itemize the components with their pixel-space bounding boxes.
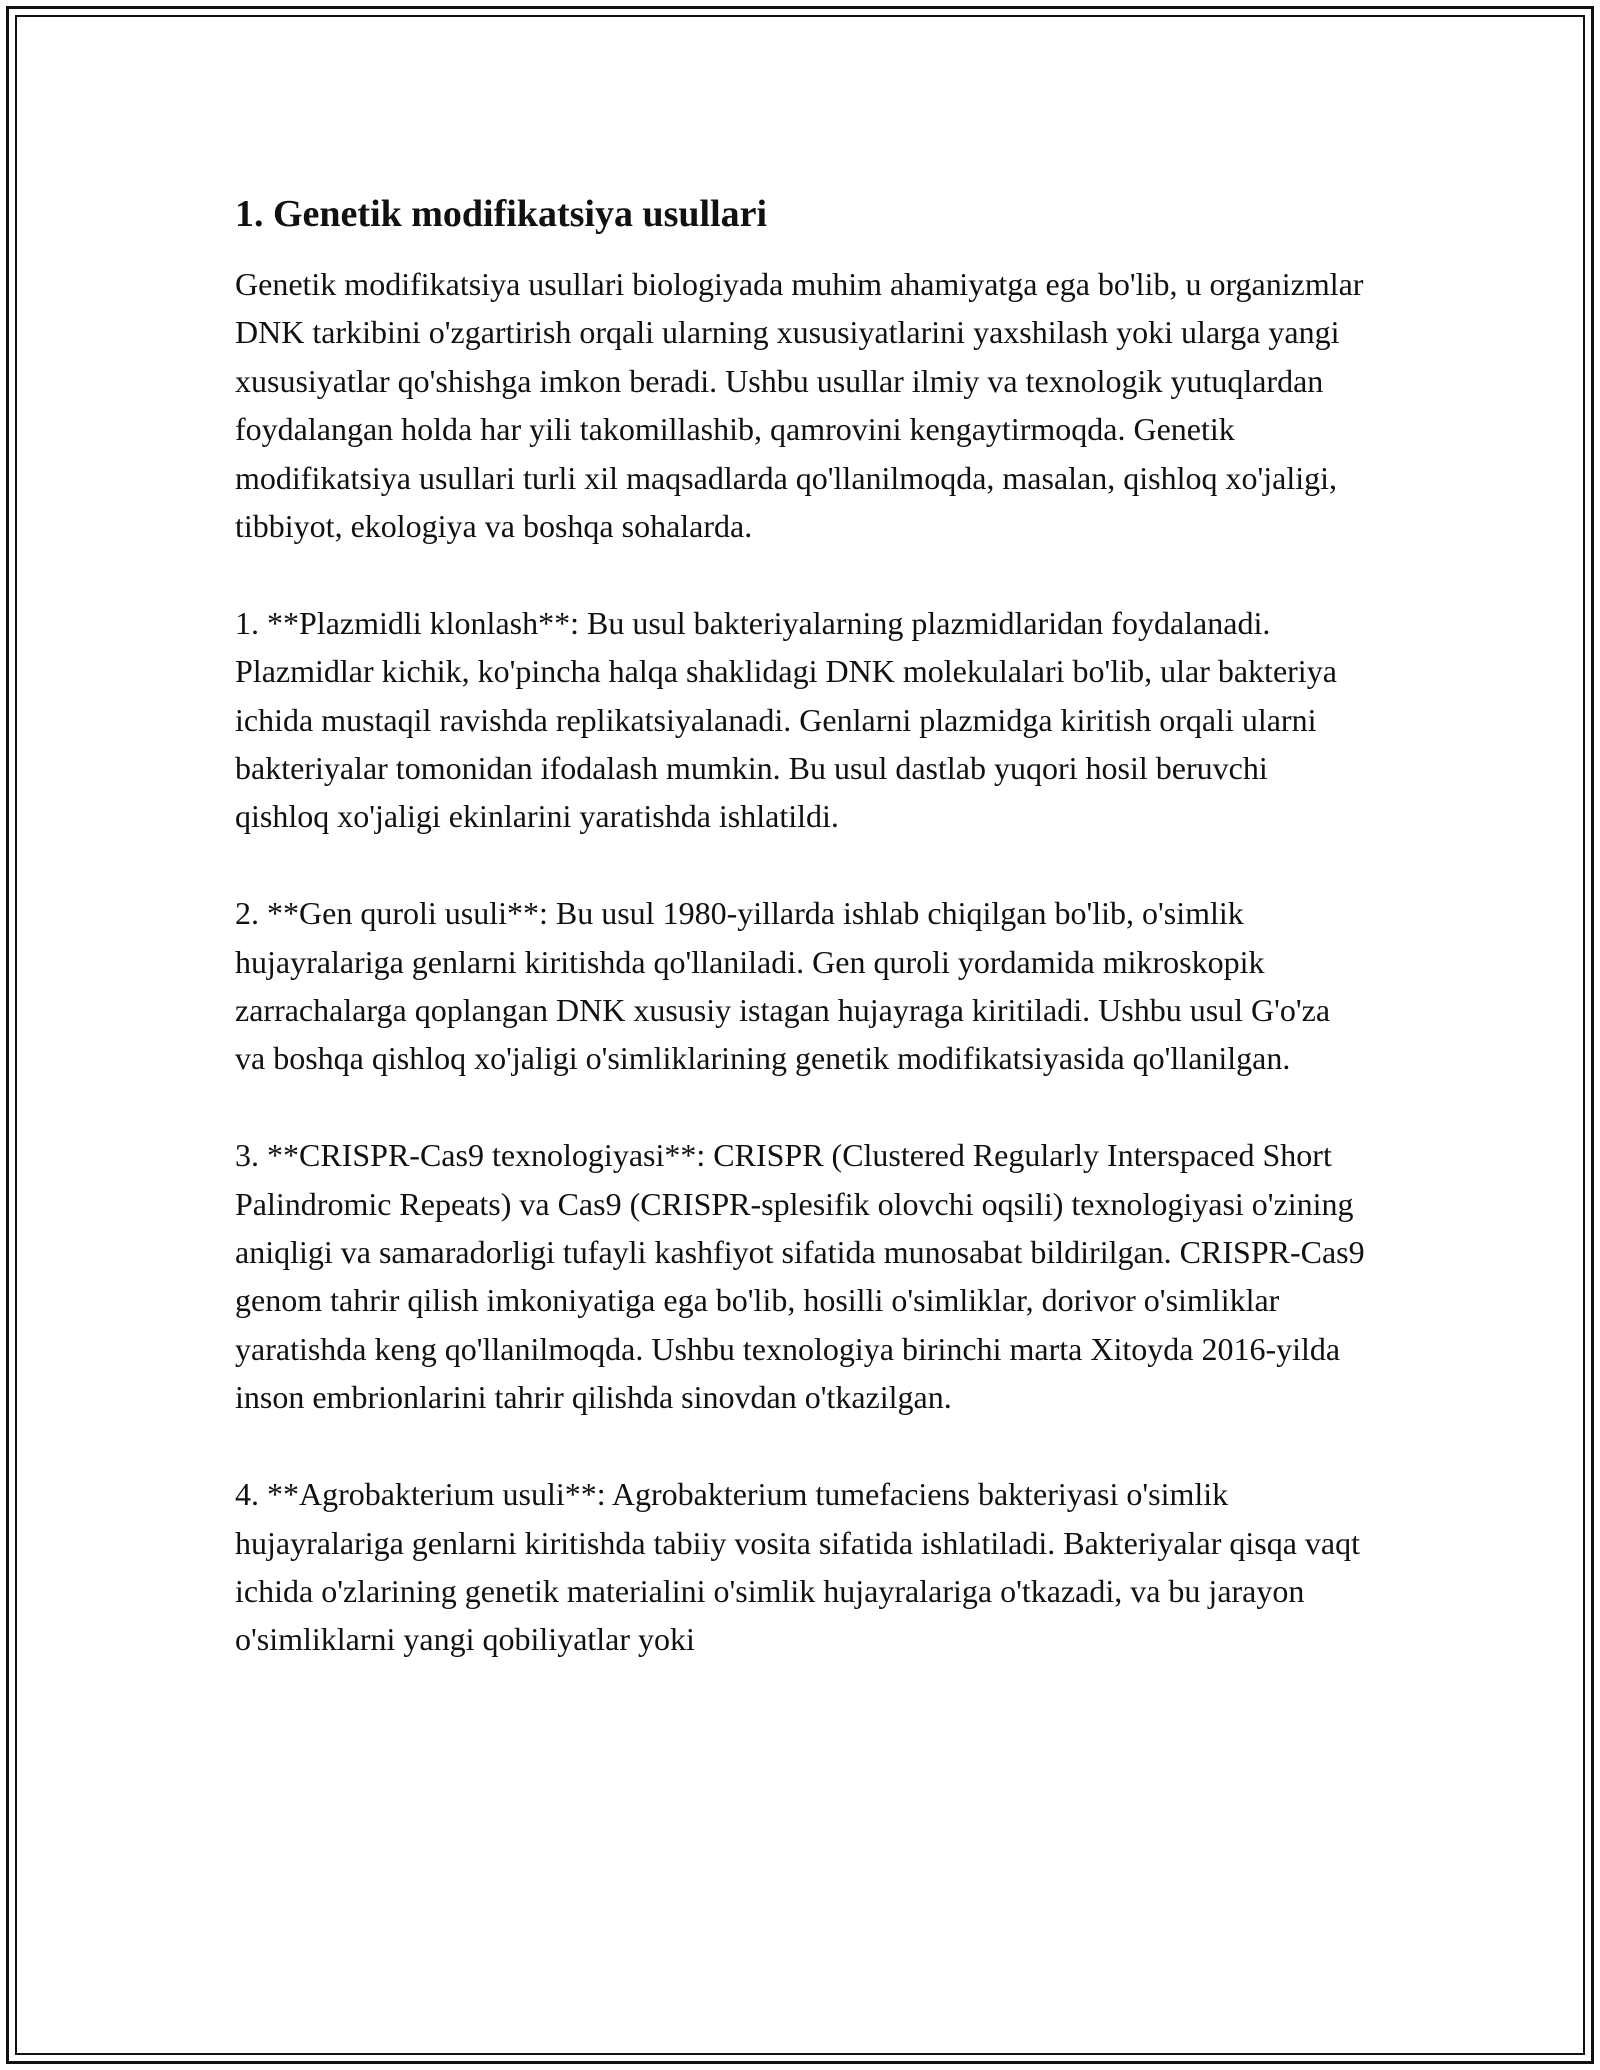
intro-paragraph: Genetik modifikatsiya usullari biologiyada muhim ahamiyatga ega bo'lib, u organizmlar DNK tarkibini o'zgartirish orqali ularning xususiyatlarini yaxshilash yoki ularga yangi xususiyatlar qo'shishga imkon beradi. Ushbu usullar ilmiy va texnologik yutuqlardan foydalangan holda har yili takomillashib, qamrovini kengaytirmoqda. Genetik modifikatsiya usullari turli xil maqsadlarda qo'llanilmoqda, masalan, qishloq xo'jaligi, tibbiyot, ekologiya va boshqa sohalarda. [235, 266, 1364, 545]
section-heading: 1. Genetik modifikatsiya usullari [235, 193, 768, 235]
list-item-agrobacterium: 4. **Agrobakterium usuli**: Agrobakterium tumefaciens bakteriyasi o'simlik hujayralariga genlarni kiritishda tabiiy vosita sifatida ishlatiladi. Bakteriyalar qisqa vaqt ichida o'zlarining genetik materialini o'simlik hujayralariga o'tkazadi, va bu jarayon o'simliklarni yangi qobiliyatlar yoki [235, 1476, 1360, 1658]
document-body [235, 190, 1365, 1664]
list-item-crispr-cas9: 3. **CRISPR-Cas9 texnologiyasi**: CRISPR (Clustered Regularly Interspaced Short Palindromic Repeats) va Cas9 (CRISPR-splesifik olovchi oqsili) texnologiyasi o'zining aniqligi va samaradorligi tufayli kashfiyot sifatida munosabat bildirilgan. CRISPR-Cas9 genom tahrir qilish imkoniyatiga ega bo'lib, hosilli o'simliklar, dorivor o'simliklar yaratishda keng qo'llanilmoqda. Ushbu texnologiya birinchi marta Xitoyda 2016-yilda inson embrionlarini tahrir qilishda sinovdan o'tkazilgan. [235, 1137, 1365, 1416]
list-item-plasmid-cloning: 1. **Plazmidli klonlash**: Bu usul bakteriyalarning plazmidlaridan foydalanadi. Plazmidlar kichik, ko'pincha halqa shaklidagi DNK molekulalari bo'lib, ular bakteriya ichida mustaqil ravishda replikatsiyalanadi. Genlarni plazmidga kiritish orqali ularni bakteriyalar tomonidan ifodalash mumkin. Bu usul dastlab yuqori hosil beruvchi qishloq xo'jaligi ekinlarini yaratishda ishlatildi. [235, 604, 1337, 835]
list-item-gene-gun: 2. **Gen quroli usuli**: Bu usul 1980-yillarda ishlab chiqilgan bo'lib, o'simlik hujayralariga genlarni kiritishda qo'llaniladi. Gen quroli yordamida mikroskopik zarrachalarga qoplangan DNK xususiy istagan hujayraga kiritiladi. Ushbu usul G'o'za va boshqa qishloq xo'jaligi o'simliklarining genetik modifikatsiyasida qo'llanilgan. [235, 895, 1331, 1077]
